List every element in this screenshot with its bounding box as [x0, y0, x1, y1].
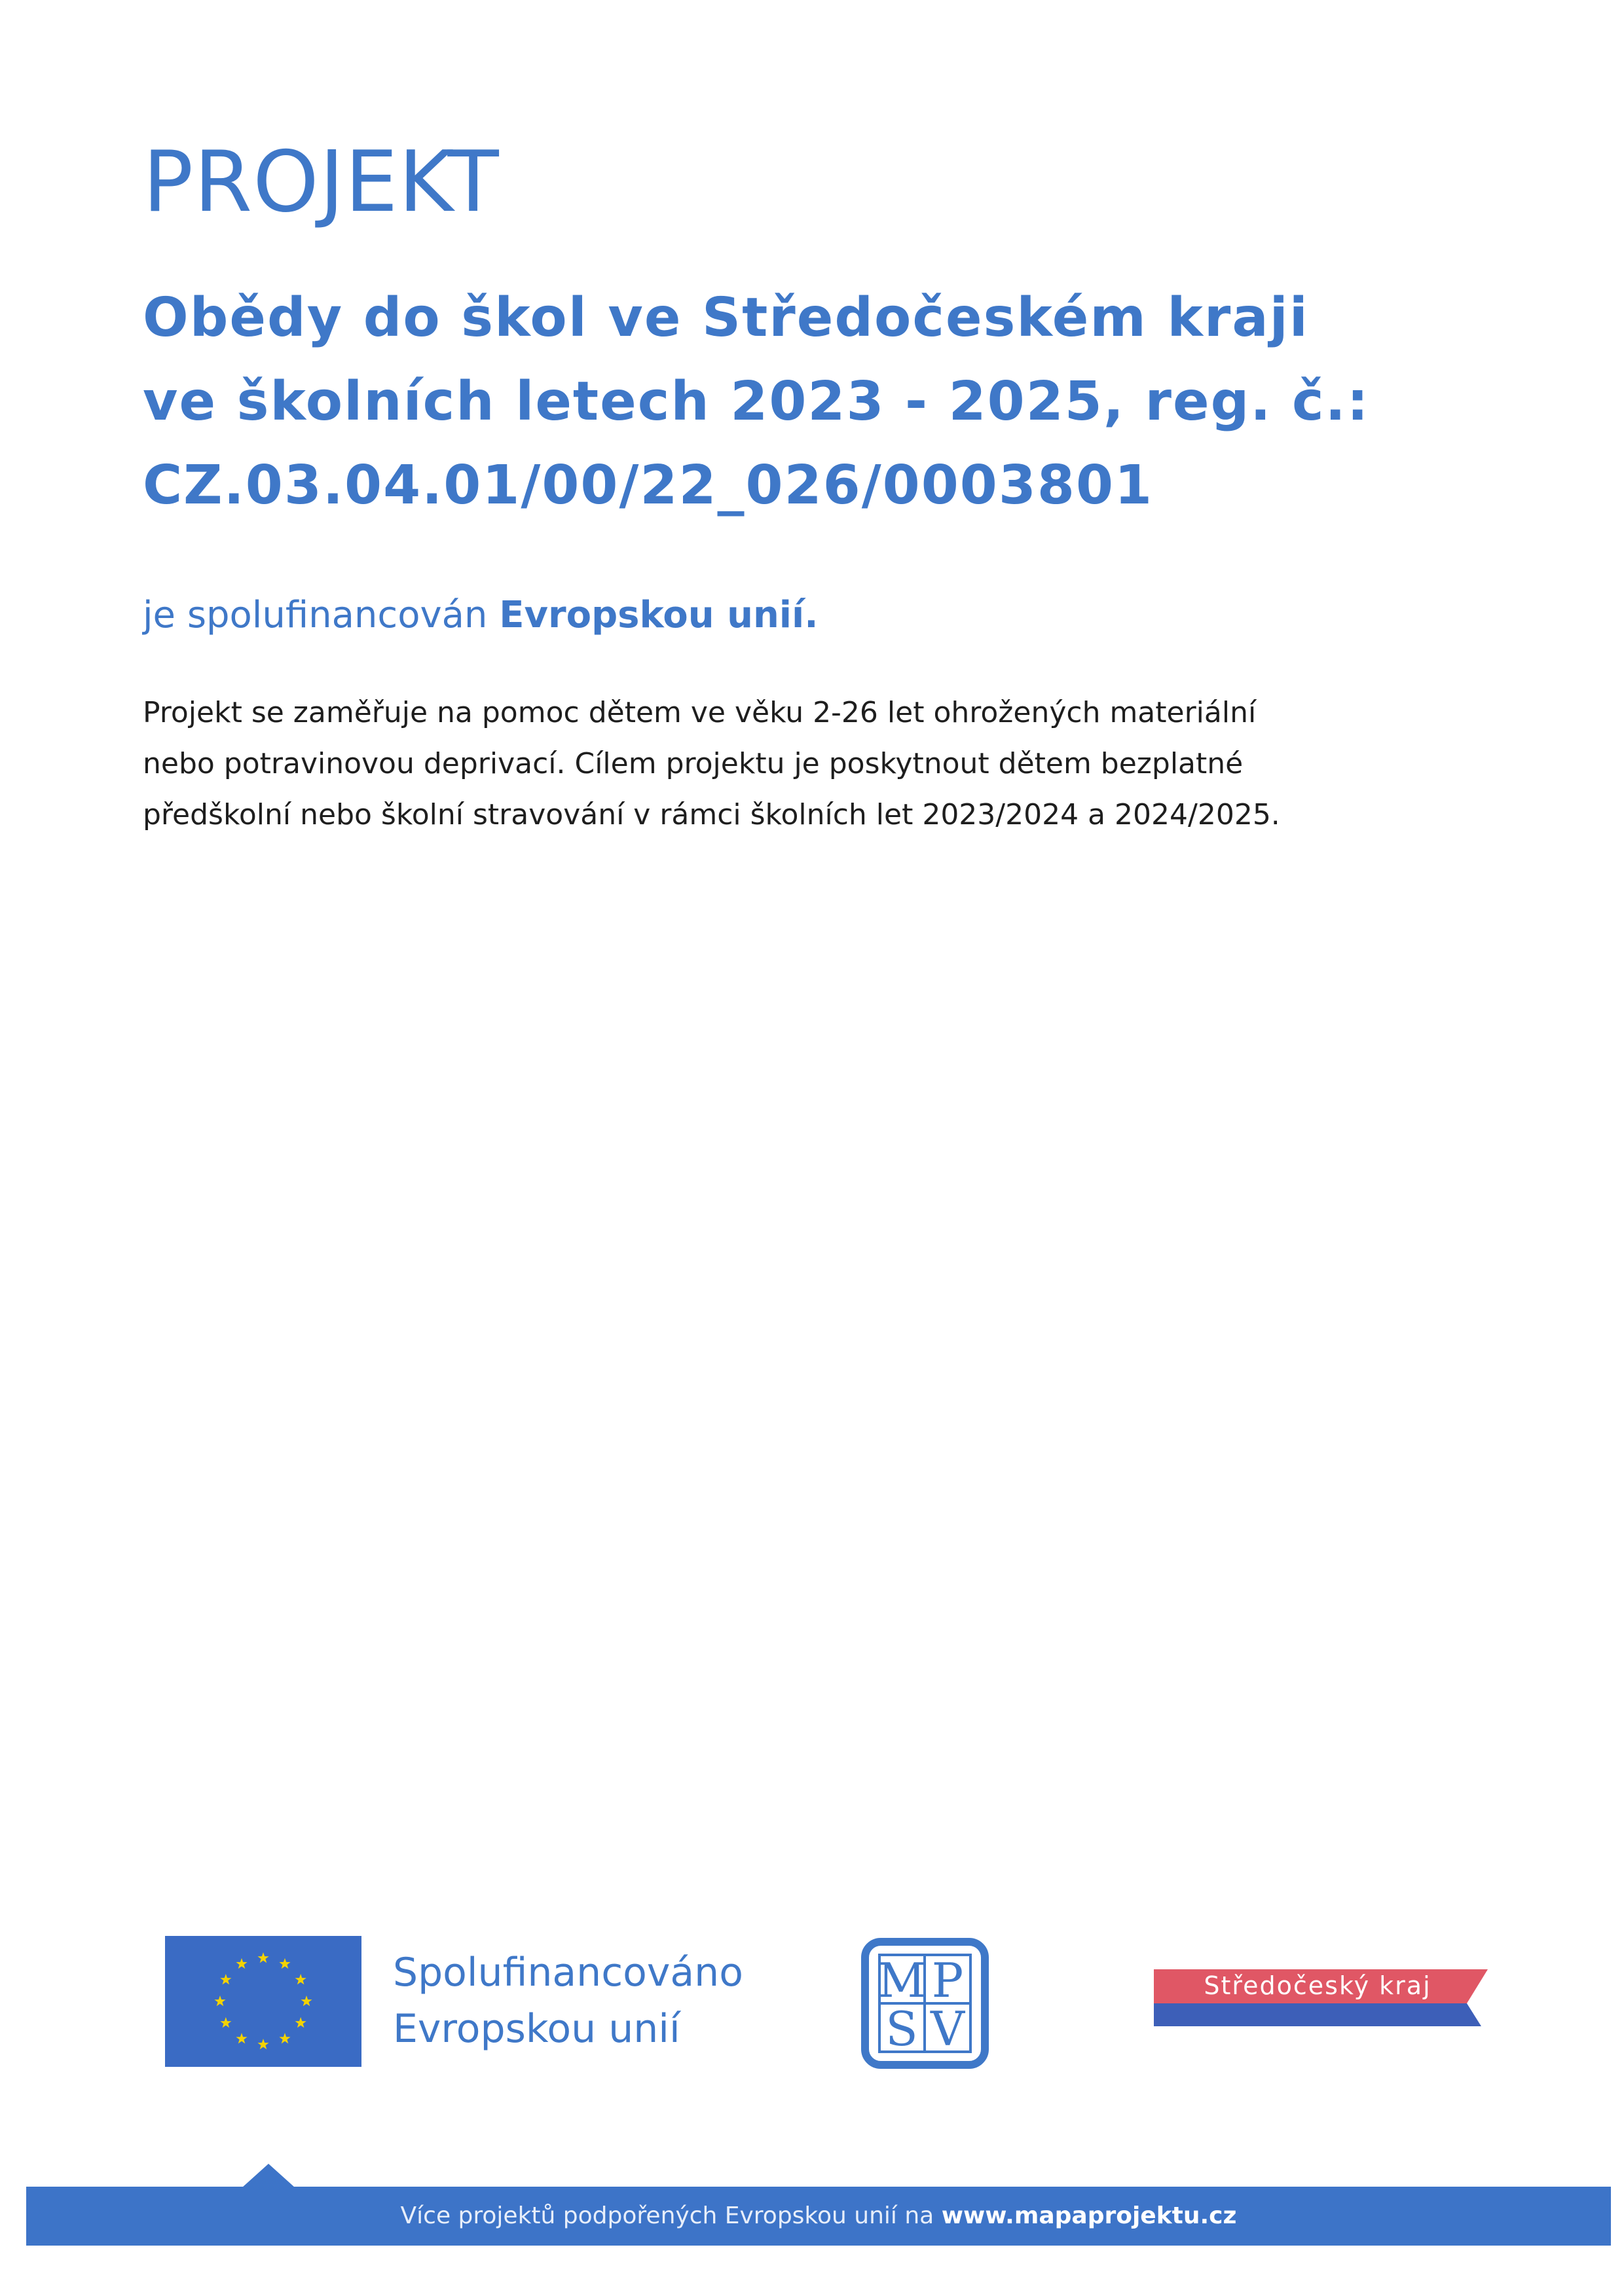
- eu-star-icon: [236, 2033, 247, 2043]
- eu-star-icon: [295, 2017, 306, 2028]
- footer-prefix: Více projektů podpořených Evropskou unií na: [400, 2202, 942, 2229]
- registration-number: CZ.03.04.01/00/22_026/0003801: [143, 454, 1154, 517]
- description-line: předškolní nebo školní stravování v rámci školních let 2023/2024 a 2024/2025.: [143, 798, 1280, 831]
- eu-cofunded-logo-text: [393, 1944, 743, 2057]
- cofunding-prefix: je spolufinancován: [143, 594, 500, 636]
- kraj-label: Středočeský kraj: [1204, 1971, 1431, 2000]
- description-line: nebo potravinovou deprivací. Cílem projektu je poskytnout dětem bezplatné: [143, 747, 1244, 780]
- cofunding-eu: Evropskou unií.: [499, 594, 819, 636]
- mpsv-letter: V: [931, 2001, 965, 2056]
- footer-band: [26, 2187, 1611, 2246]
- mpsv-logo: [861, 1938, 989, 2069]
- eu-star-icon: [257, 2039, 268, 2049]
- project-title: [143, 276, 1531, 528]
- project-title-line: Obědy do škol ve Středočeském kraji: [143, 287, 1309, 349]
- footer-link[interactable]: www.mapaprojektu.cz: [941, 2202, 1237, 2229]
- eu-logo-line: Evropskou unií: [393, 2006, 680, 2052]
- eu-star-icon: [220, 2017, 231, 2028]
- footer-text: [26, 2187, 1611, 2246]
- eu-star-icon: [214, 1995, 225, 2006]
- project-title-line: ve školních letech 2023 - 2025, reg. č.:: [143, 371, 1370, 433]
- eu-star-icon: [220, 1974, 231, 1984]
- eu-star-icon: [279, 2033, 290, 2043]
- heading: PROJEKT: [143, 134, 500, 231]
- eu-star-icon: [295, 1974, 306, 1984]
- footer-notch-icon: [242, 2164, 295, 2190]
- eu-star-icon: [279, 1958, 290, 1969]
- eu-logo-line: Spolufinancováno: [393, 1950, 743, 1995]
- mpsv-letter: M: [877, 1953, 926, 2008]
- eu-star-icon: [301, 1995, 312, 2006]
- eu-star-icon: [236, 1958, 247, 1969]
- project-description: [143, 687, 1531, 841]
- description-line: Projekt se zaměřuje na pomoc dětem ve věku 2-26 let ohrožených materiální: [143, 696, 1257, 729]
- eu-flag-icon: [165, 1936, 361, 2067]
- mpsv-letter: S: [885, 2001, 918, 2056]
- eu-star-icon: [257, 1952, 268, 1963]
- stredocesky-kraj-logo: [1154, 1964, 1501, 2036]
- mpsv-letter: P: [931, 1953, 964, 2008]
- cofunding-statement: [143, 589, 818, 642]
